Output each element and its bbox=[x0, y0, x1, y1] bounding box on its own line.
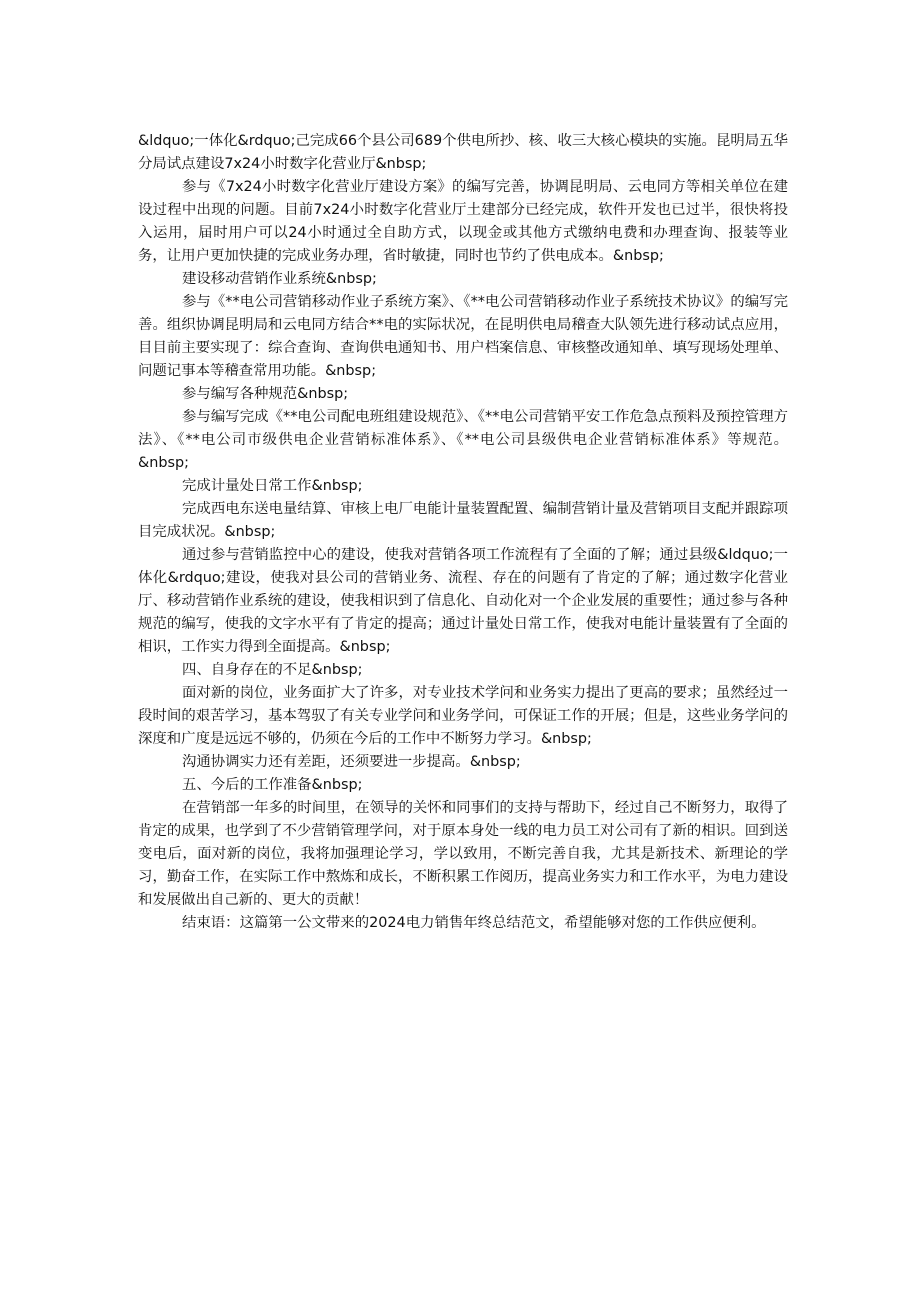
section-heading-metering: 完成计量处日常工作&nbsp; bbox=[182, 478, 363, 494]
document-body bbox=[138, 130, 788, 935]
closing-remark: 结束语：这篇第一公文带来的2024电力销售年终总结范文，希望能够对您的工作供应便利。 bbox=[182, 915, 766, 931]
paragraph-8: 完成西电东送电量结算、审核上电厂电能计量装置配置、编制营销计量及营销项目支配并跟踪项目完成状况。&nbsp; bbox=[138, 501, 788, 540]
section-heading-future-plans: 五、今后的工作准备&nbsp; bbox=[182, 777, 363, 793]
paragraph-14: 在营销部一年多的时间里，在领导的关怀和同事们的支持与帮助下，经过自己不断努力，取得了肯定的成果，也学到了不少营销管理学问，对于原本身处一线的电力员工对公司有了新的相识。回到送变电后，面对新的岗位，我将加强理论学习，学以致用，不断完善自我，尤其是新技术、新理论的学习，勤奋工作，在实际工作中熬炼和成长，不断积累工作阅历，提高业务实力和工作水平，为电力建设和发展做出自己新的、更大的贡献！ bbox=[138, 800, 788, 908]
paragraph-9: 通过参与营销监控中心的建设，使我对营销各项工作流程有了全面的了解；通过县级&ldquo;一体化&rdquo;建设，使我对县公司的营销业务、流程、存在的问题有了肯定的了解；通过数字化营业厅、移动营销作业系统的建设，使我相识到了信息化、自动化对一个企业发展的重要性；通过参与各种规范的编写，使我的文字水平有了肯定的提高；通过计量处日常工作，使我对电能计量装置有了全面的相识，工作实力得到全面提高。&nbsp; bbox=[138, 547, 788, 655]
paragraph-2: 参与《7x24小时数字化营业厅建设方案》的编写完善，协调昆明局、云电同方等相关单位在建设过程中出现的问题。目前7x24小时数字化营业厅土建部分已经完成，软件开发也已过半，很快将投入运用，届时用户可以24小时通过全自助方式，以现金或其他方式缴纳电费和办理查询、报装等业务，让用户更加快捷的完成业务办理，省时敏捷，同时也节约了供电成本。&nbsp; bbox=[138, 179, 788, 264]
section-heading-mobile-system: 建设移动营销作业系统&nbsp; bbox=[182, 271, 377, 287]
paragraph-11: 面对新的岗位，业务面扩大了许多，对专业技术学问和业务实力提出了更高的要求；虽然经过一段时间的艰苦学习，基本驾驭了有关专业学问和业务学问，可保证工作的开展；但是，这些业务学问的深度和广度是远远不够的，仍须在今后的工作中不断努力学习。&nbsp; bbox=[138, 685, 788, 747]
section-heading-specifications: 参与编写各种规范&nbsp; bbox=[182, 386, 349, 402]
paragraph-12: 沟通协调实力还有差距，还须要进一步提高。&nbsp; bbox=[182, 754, 521, 770]
section-heading-shortcomings: 四、自身存在的不足&nbsp; bbox=[182, 662, 363, 678]
paragraph-6: 参与编写完成《**电公司配电班组建设规范》、《**电公司营销平安工作危急点预料及预控管理方法》、《**电公司市级供电企业营销标准体系》、《**电公司县级供电企业营销标准体系》等规范。&nbsp; bbox=[138, 409, 788, 471]
paragraph-1: &ldquo;一体化&rdquo;己完成66个县公司689个供电所抄、核、收三大核心模块的实施。昆明局五华分局试点建设7x24小时数字化营业厅&nbsp; bbox=[138, 133, 788, 172]
paragraph-4: 参与《**电公司营销移动作业子系统方案》、《**电公司营销移动作业子系统技术协议》的编写完善。组织协调昆明局和云电同方结合**电的实际状况，在昆明供电局稽查大队领先进行移动试点应用，目目前主要实现了：综合查询、查询供电通知书、用户档案信息、审核整改通知单、填写现场处理单、问题记事本等稽查常用功能。&nbsp; bbox=[138, 294, 788, 379]
